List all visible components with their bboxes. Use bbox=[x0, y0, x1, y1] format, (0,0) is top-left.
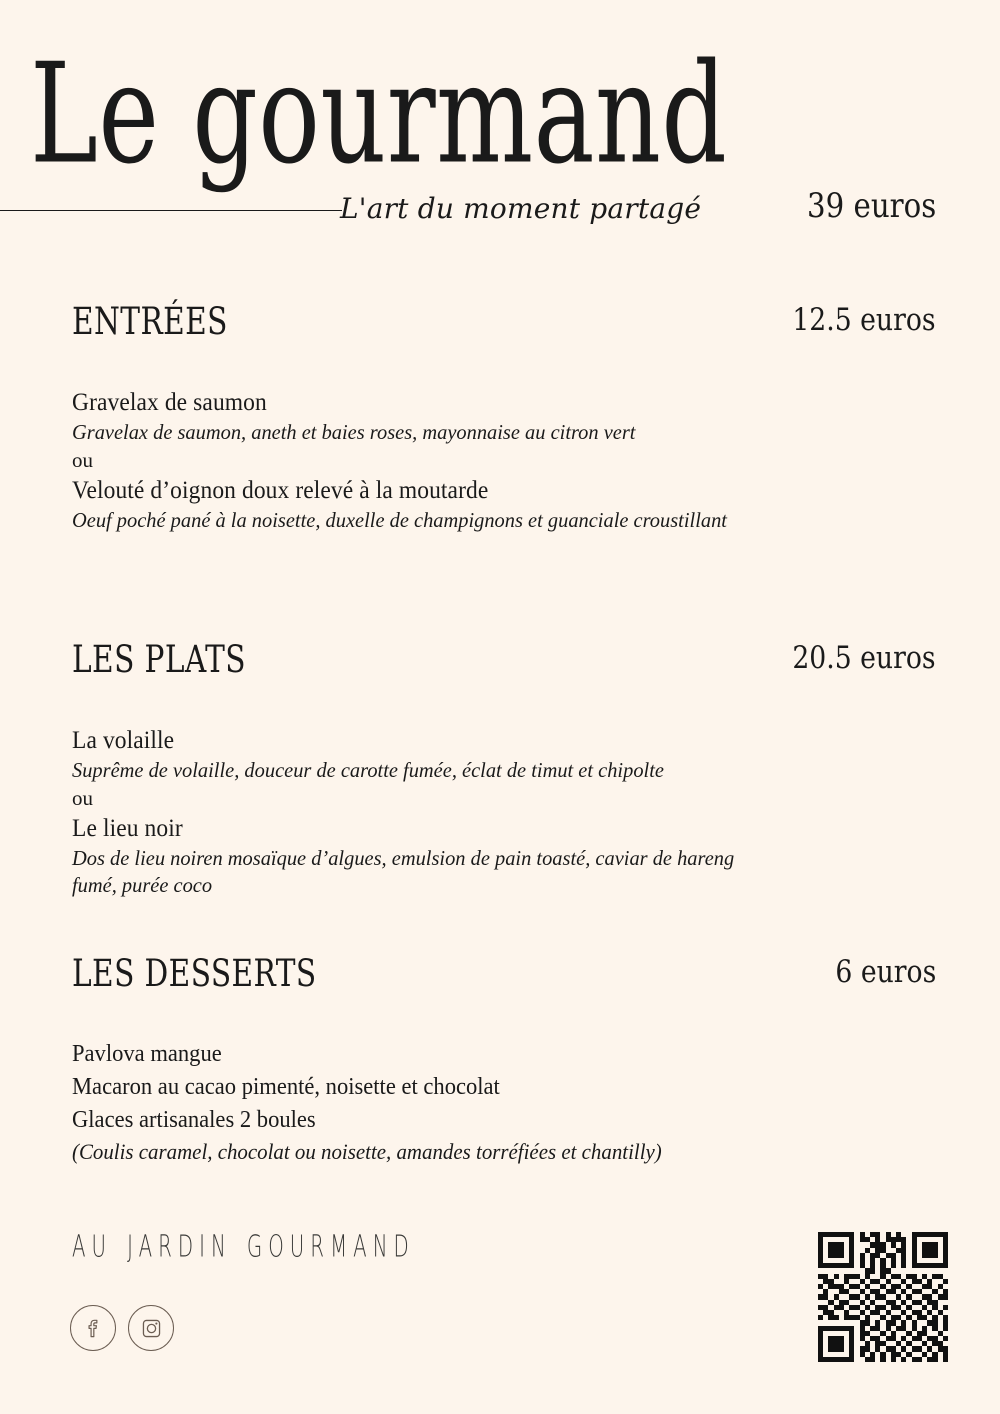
dish-separator: ou bbox=[72, 447, 93, 472]
section-header bbox=[0, 638, 1000, 690]
section-body-plats bbox=[0, 724, 1000, 899]
brand-name: au jardin gourmand bbox=[72, 1216, 415, 1267]
menu-footer bbox=[0, 1190, 1000, 1414]
section-desserts bbox=[0, 952, 1000, 1168]
dish-separator: ou bbox=[72, 785, 93, 810]
dish-description: Oeuf poché pané à la noisette, duxelle de champignons et guanciale croustillant bbox=[72, 508, 727, 533]
section-title-entrees: ENTRÉES bbox=[72, 300, 228, 343]
dessert-item: Pavlova mangue bbox=[72, 1041, 222, 1067]
menu-header bbox=[0, 0, 1000, 250]
section-body-desserts bbox=[0, 1038, 1000, 1168]
section-header bbox=[0, 952, 1000, 1004]
dish-description: Gravelax de saumon, aneth et baies roses, mayonnaise au citron vert bbox=[72, 420, 636, 444]
dessert-item: Glaces artisanales 2 boules bbox=[72, 1107, 316, 1134]
menu-tagline: L'art du moment partagé bbox=[340, 192, 702, 225]
section-title-desserts: LES DESSERTS bbox=[72, 952, 317, 995]
dessert-item: Macaron au cacao pimenté, noisette et chocolat bbox=[72, 1074, 500, 1101]
dish-name: La volaille bbox=[72, 727, 175, 754]
section-body-entrees bbox=[0, 386, 1000, 534]
dish-name: Velouté d’oignon doux relevé à la moutarde bbox=[72, 477, 489, 505]
dish-description: Suprême de volaille, douceur de carotte fumée, éclat de timut et chipolte bbox=[72, 758, 664, 782]
qr-code[interactable] bbox=[818, 1232, 948, 1362]
menu-total-price: 39 euros bbox=[806, 186, 936, 226]
section-price-plats: 20.5 euros bbox=[792, 640, 936, 676]
dish-description: Dos de lieu noiren mosaïque d’algues, emulsion de pain toasté, caviar de hareng fumé, purée coco bbox=[72, 846, 735, 898]
social-links bbox=[70, 1305, 174, 1351]
facebook-icon[interactable] bbox=[70, 1305, 116, 1351]
instagram-icon[interactable] bbox=[128, 1305, 174, 1351]
dish-name: Gravelax de saumon bbox=[72, 389, 267, 416]
page-title: Le gourmand bbox=[30, 34, 728, 196]
title-divider bbox=[0, 210, 342, 211]
section-header bbox=[0, 300, 1000, 352]
section-price-entrees: 12.5 euros bbox=[792, 302, 936, 338]
section-price-desserts: 6 euros bbox=[835, 954, 936, 990]
section-title-plats: LES PLATS bbox=[72, 638, 246, 681]
dish-name: Le lieu noir bbox=[72, 815, 183, 843]
section-plats bbox=[0, 638, 1000, 899]
section-entrees bbox=[0, 300, 1000, 534]
dessert-note: (Coulis caramel, chocolat ou noisette, amandes torréfiées et chantilly) bbox=[72, 1139, 662, 1165]
